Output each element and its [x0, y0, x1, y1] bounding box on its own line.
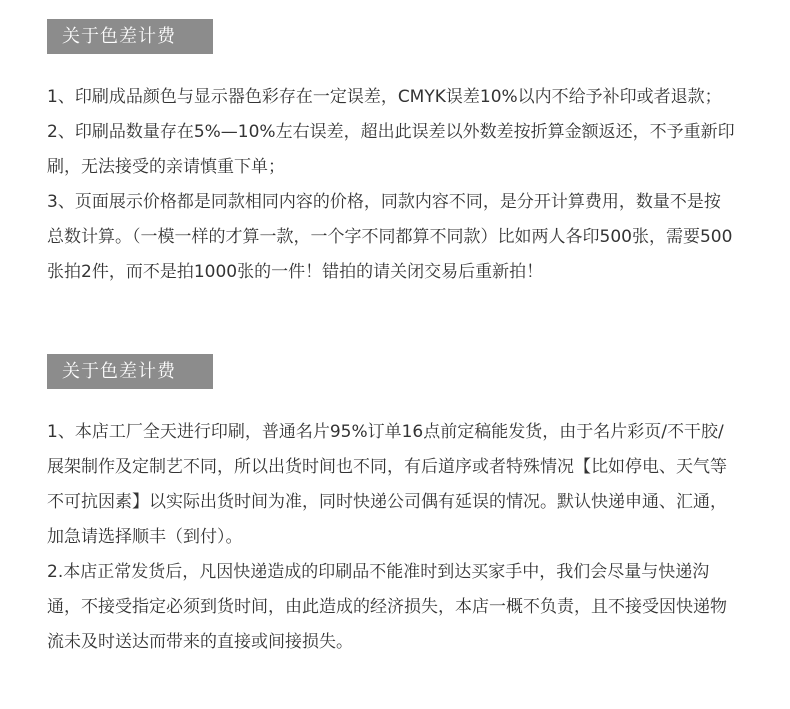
- policy-item: 2.本店正常发货后，凡因快递造成的印刷品不能准时到达买家手中，我们会尽量与快递沟通，不接受指定必须到货时间，由此造成的经济损失，本店一概不负责，且不接受因快递物流未及时送达而带来的直接或间接损失。: [47, 562, 727, 652]
- section-header-shipping: [47, 354, 213, 389]
- policy-item: 1、印刷成品颜色与显示器色彩存在一定误差，CMYK误差10%以内不给予补印或者退款；: [47, 87, 722, 107]
- policy-item: 1、本店工厂全天进行印刷，普通名片95%订单16点前定稿能发货，由于名片彩页/不干胶/展架制作及定制艺不同，所以出货时间也不同，有后道序或者特殊情况【比如停电、天气等不可抗因素】以实际出货时间为准，同时快递公司偶有延误的情况。默认快递申通、汇通，加急请选择顺丰（到付）。: [47, 422, 727, 547]
- section-header-color-diff: [47, 19, 213, 54]
- policy-block-color-diff: [47, 80, 737, 290]
- section-title: 关于色差计费: [62, 361, 176, 382]
- policy-item: 3、页面展示价格都是同款相同内容的价格，同款内容不同，是分开计算费用，数量不是按总数计算。（一模一样的才算一款，一个字不同都算不同款）比如两人各印500张，需要500张拍2件，而不是拍1000张的一件！错拍的请关闭交易后重新拍！: [47, 192, 733, 282]
- section-title: 关于色差计费: [62, 26, 176, 47]
- policy-item: 2、印刷品数量存在5%—10%左右误差，超出此误差以外数差按折算金额返还，不予重新印刷，无法接受的亲请慎重下单；: [47, 122, 735, 177]
- policy-block-shipping: [47, 415, 737, 660]
